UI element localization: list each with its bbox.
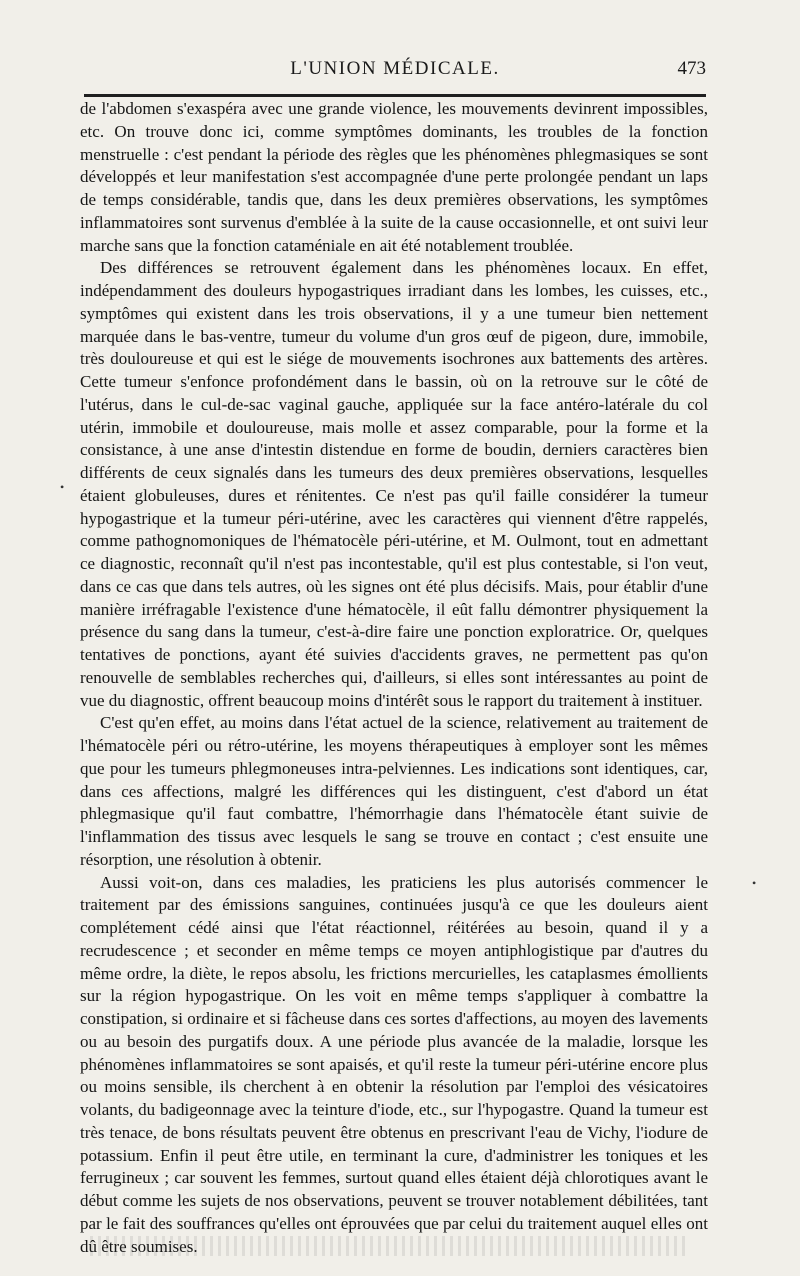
margin-bullet-left: • bbox=[60, 480, 65, 494]
page-header bbox=[84, 52, 706, 88]
paragraph-continuation: de l'abdomen s'exaspéra avec une grande violence, les mouvements devinrent impossibles, etc. On trouve donc ici, comme symptômes dominants, les troubles de la fonction menstruelle : c'est pendant la période des règles que les phénomènes phlegmasiques se sont développés et leur manifestation s'est accompagnée d'une perte prolongée pendant un laps de temps considérable, tandis que, dans les deux premières observations, les symptômes inflammatoires sont survenus d'emblée à la suite de la cause occasionnelle, et ont suivi leur marche sans que la fonction cataméniale en ait été notablement troublée. bbox=[80, 99, 708, 255]
bleed-through-texture bbox=[90, 1236, 690, 1256]
header-rule bbox=[84, 94, 706, 97]
paragraph-local-phenomena: Des différences se retrouvent également dans les phénomènes locaux. En effet, indépendamment des douleurs hypogastriques irradiant dans les lombes, les cuisses, etc., symptômes qui existent dans les trois observations, il y a une tumeur bien nettement marquée dans le bas-ventre, tumeur du volume d'un gros œuf de pigeon, dure, immobile, très douloureuse et qui est le siége de mouvements isochrones aux battements des artères. Cette tumeur s'enfonce profondément dans le bassin, où on la retrouve sur le côté de l'utérus, dans le cul-de-sac vaginal gauche, appliquée sur la face antéro-latérale du col utérin, immobile et douloureuse, mais molle et assez comparable, pour la forme et la consistance, à une anse d'intestin distendue en forme de boudin, derniers caractères bien différents de ceux signalés dans les tumeurs des deux premières observations, lesquelles étaient globuleuses, dures et rénitentes. Ce n'est pas qu'il faille considérer la tumeur hypogastrique et la tumeur péri-utérine, avec les caractères qui viennent d'être rappelés, comme pathognomoniques de l'hématocèle péri-utérine, et M. Oulmont, tout en admettant ce diagnostic, reconnaît qu'il n'est pas incontestable, qu'il est plus contestable, si l'on veut, dans ce cas que dans tels autres, où les signes ont été plus décisifs. Mais, pour établir d'une manière irréfragable l'existence d'une hématocèle, il eût fallu démontrer physiquement la présence du sang dans la tumeur, c'est-à-dire faire une ponction exploratrice. Or, quelques tentatives de ponctions, ayant été suivies d'accidents graves, ne permettent pas qu'on renouvelle de semblables recherches qui, d'ailleurs, si elles sont intéressantes au point de vue du diagnostic, offrent beaucoup moins d'intérêt sous le rapport du traitement à instituer. bbox=[80, 258, 708, 710]
paragraph-practitioners: Aussi voit-on, dans ces maladies, les praticiens les plus autorisés commencer le traitement par des émissions sanguines, continuées jusqu'à ce que les douleurs aient complétement cédé ainsi que l'état réactionnel, réitérées au besoin, quand il y a recrudescence ; et seconder en même temps ce moyen antiphlogistique par d'autres du même ordre, la diète, le repos absolu, les frictions mercurielles, les cataplasmes émollients sur la région hypogastrique. On les voit en même temps s'appliquer à combattre la constipation, si ordinaire et si fâcheuse dans ces sortes d'affections, au moyen des lavements ou au besoin des purgatifs doux. A une période plus avancée de la maladie, lorsque les phénomènes inflammatoires se sont apaisés, et qu'il reste la tumeur péri-utérine encore plus ou moins sensible, ils cherchent à en obtenir la résolution par l'emploi des vésicatoires volants, du badigeonnage avec la teinture d'iode, etc., sur l'hypogastre. Quand la tumeur est très tenace, de bons résultats peuvent être obtenus en prescrivant l'eau de Vichy, l'iodure de potassium. Enfin il peut être utile, en terminant la cure, d'administrer les toniques et les ferrugineux ; car souvent les femmes, surtout quand elles étaient déjà chlorotiques avant le début comme les sujets de nos observations, peuvent se trouver notablement débilitées, tant par le fait des souffrances qu'elles ont éprouvées que par celui du traitement auquel elles ont dû être soumises. bbox=[80, 872, 708, 1256]
paragraph-treatment-means: C'est qu'en effet, au moins dans l'état actuel de la science, relativement au traitement de l'hématocèle péri ou rétro-utérine, les moyens thérapeutiques à employer sont les mêmes que pour les tumeurs phlegmoneuses intra-pelviennes. Les indications sont identiques, car, dans ces affections, malgré les différences qui les distinguent, c'est d'abord un état phlegmasique qu'il faut combattre, l'hémorrhagie dans l'hématocèle étant suivie de l'inflammation des tissus avec lesquels le sang se trouve en contact ; c'est ensuite une résorption, une résolution à obtenir. bbox=[80, 713, 708, 869]
article-body bbox=[80, 98, 708, 1258]
page-number: 473 bbox=[677, 58, 706, 79]
running-title: L'UNION MÉDICALE. bbox=[290, 58, 500, 79]
margin-bullet-right: • bbox=[752, 876, 757, 890]
